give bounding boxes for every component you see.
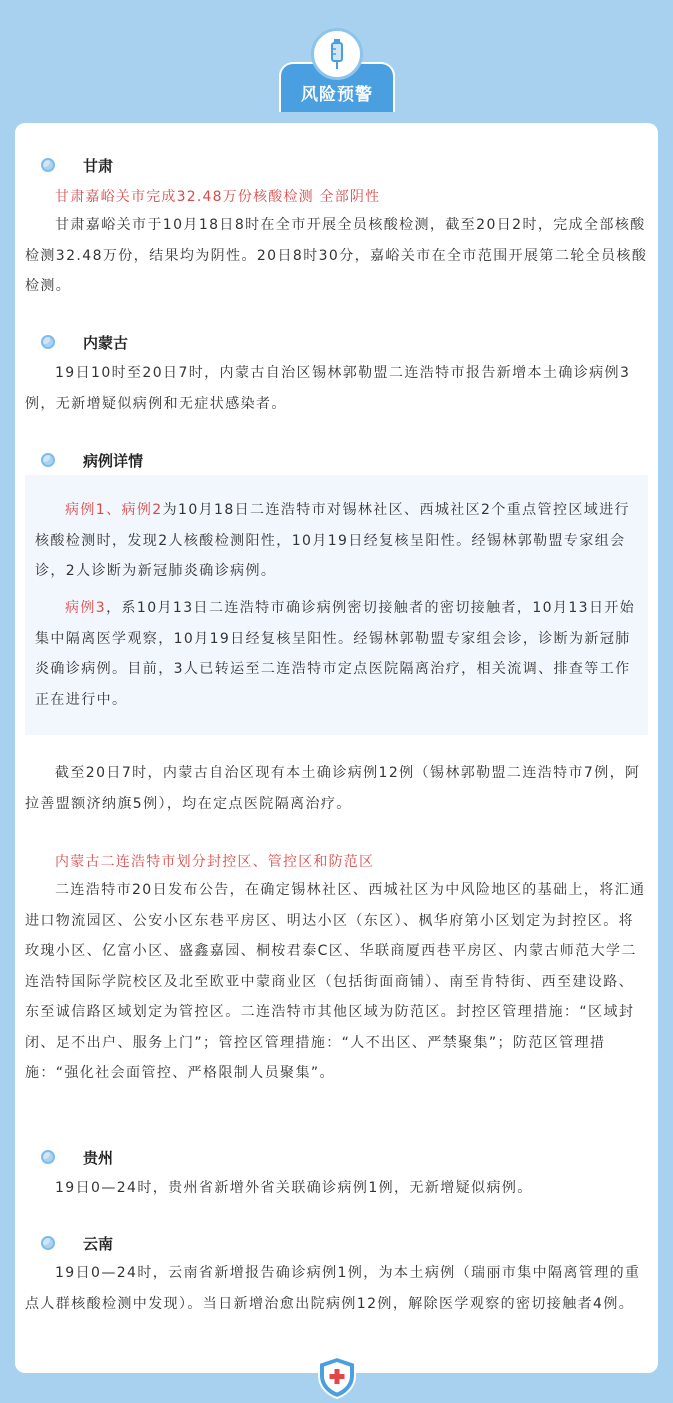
case3-body: ，系10月13日二连浩特市确诊病例密切接触者的密切接触者，10月13日开始集中隔离医学观察，10月19日经复核呈阳性。经锡林郭勒盟专家组会诊，诊断为新冠肺炎确诊病例。目前，3人已转运至二连浩特市定点医院隔离治疗，相关流调、排查等工作正在进行中。 [35, 600, 636, 708]
section-header-neimenggu [41, 330, 128, 354]
medical-shield-icon [316, 1356, 358, 1399]
section-header-yunnan [41, 1231, 113, 1255]
header-badge [0, 28, 673, 120]
neimenggu-body: 19日10时至20日7时，内蒙古自治区锡林郭勒盟二连浩特市报告新增本土确诊病例3例，无新增疑似病例和无症状感染者。 [25, 365, 631, 412]
section-title: 贵州 [83, 1148, 114, 1167]
bullet-icon [41, 1236, 55, 1250]
case1-body: 为10月18日二连浩特市对锡林社区、西城社区2个重点管控区域进行核酸检测时，发现2人核酸检测阳性，10月19日经复核呈阳性。经锡林郭勒盟专家组会诊，2人诊断为新冠肺炎确诊病例。 [35, 502, 630, 579]
section-title: 云南 [83, 1234, 114, 1253]
section-title: 病例详情 [83, 451, 144, 470]
gansu-body: 甘肃嘉峪关市于10月18日8时在全市开展全员核酸检测，截至20日2时，完成全部核酸检测32.48万份，结果均为阴性。20日8时30分，嘉峪关市在全市范围开展第二轮全员核酸检测。 [25, 217, 648, 294]
section-title: 甘肃 [83, 156, 114, 175]
section-header-cases [41, 448, 143, 472]
badge-title: 风险预警 [301, 85, 373, 105]
case-details-box [25, 475, 648, 735]
case3-label: 病例3 [65, 600, 107, 616]
gansu-headline: 甘肃嘉峪关市完成32.48万份核酸检测 全部阴性 [55, 189, 381, 205]
zones-headline: 内蒙古二连浩特市划分封控区、管控区和防范区 [55, 854, 375, 870]
case1-label: 病例1、病例2 [65, 502, 163, 518]
yunnan-body: 19日0—24时，云南省新增报告确诊病例1例，为本土病例（瑞丽市集中隔离管理的重点人群核酸检测中发现）。当日新增治愈出院病例12例，解除医学观察的密切接触者4例。 [25, 1265, 641, 1312]
bullet-icon [41, 158, 55, 172]
guizhou-body: 19日0—24时，贵州省新增外省关联确诊病例1例，无新增疑似病例。 [55, 1180, 533, 1196]
section-header-gansu [41, 153, 113, 177]
case1-paragraph [25, 495, 638, 587]
bullet-icon [41, 1150, 55, 1164]
case3-paragraph [25, 593, 638, 715]
bullet-icon [41, 453, 55, 467]
syringe-icon [311, 28, 363, 80]
section-title: 内蒙古 [83, 333, 129, 352]
zones-body: 二连浩特市20日发布公告，在确定锡林社区、西城社区为中风险地区的基础上，将汇通进口物流园区、公安小区东巷平房区、明达小区（东区）、枫华府第小区划定为封控区。将玫瑰小区、亿富小区、盛鑫嘉园、桐桉君泰C区、华联商厦西巷平房区、内蒙古师范大学二连浩特国际学院校区及北至欧亚中蒙商业区（包括街面商铺）、南至肯特街、西至建设路、东至诚信路区域划定为管控区。二连浩特市其他区域为防范区。封控区管理措施：“区域封闭、足不出户、服务上门”；管控区管理措施：“人不出区、严禁聚集”；防范区管理措施：“强化社会面管控、严格限制人员聚集”。 [25, 882, 646, 1081]
bullet-icon [41, 335, 55, 349]
summary-body: 截至20日7时，内蒙古自治区现有本土确诊病例12例（锡林郭勒盟二连浩特市7例，阿拉善盟额济纳旗5例），均在定点医院隔离治疗。 [25, 765, 641, 812]
content-card [15, 123, 658, 1373]
section-header-guizhou [41, 1145, 113, 1169]
